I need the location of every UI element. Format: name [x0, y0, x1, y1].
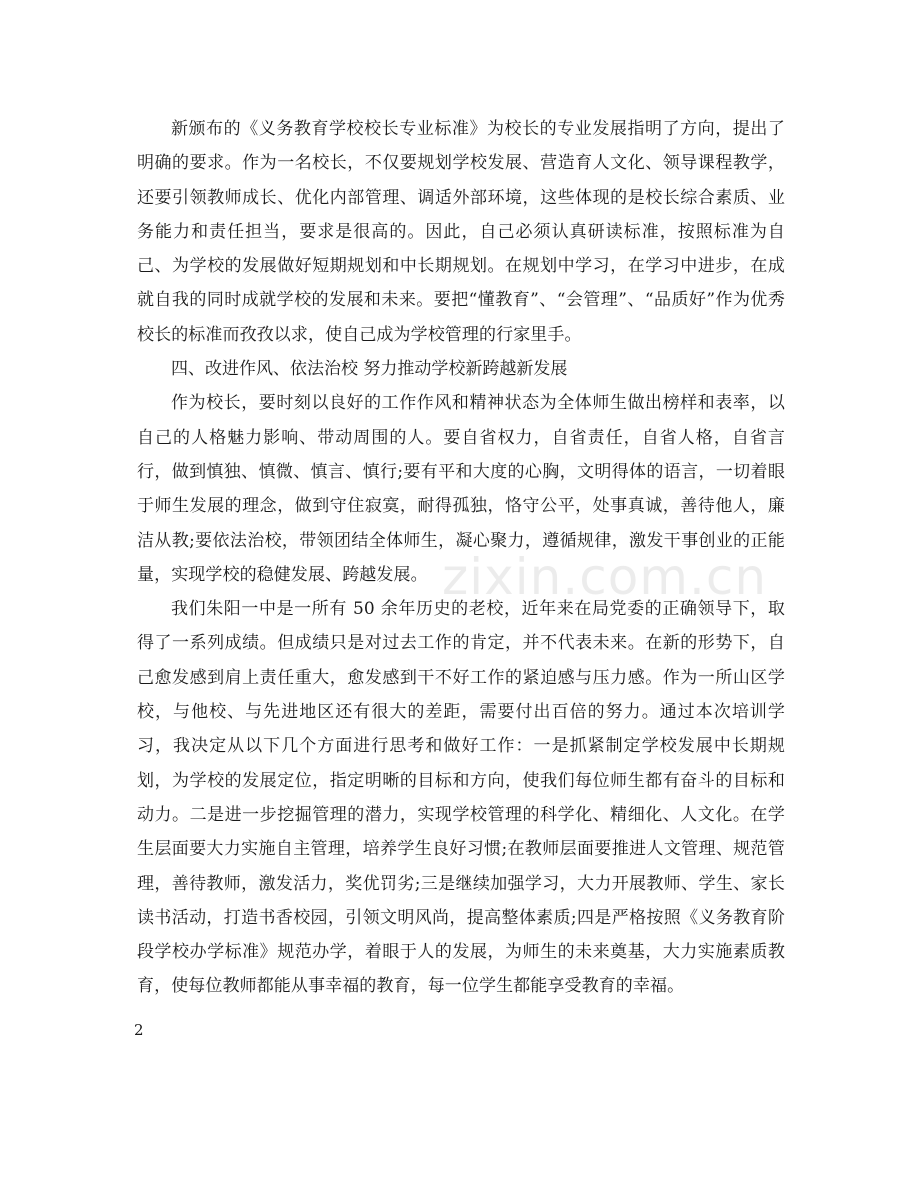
paragraph-school-plan: 我们朱阳一中是一所有 50 余年历史的老校，近年来在局党委的正确领导下，取得了一系列成绩。但成绩只是对过去工作的肯定，并不代表未来。在新的形势下，自己愈发感到肩上责任重大，愈发感到干不好工作的紧迫感与压力感。作为一所山区学校，与他校、与先进地区还有很大的差距，需要付出百倍的努力。通过本次培训学习，我决定从以下几个方面进行思考和做好工作：一是抓紧制定学校发展中长期规划，为学校的发展定位，指定明晰的目标和方向，使我们每位师生都有奋斗的目标和动力。二是进一步挖掘管理的潜力，实现学校管理的科学化、精细化、人文化。在学生层面要大力实施自主管理，培养学生良好习惯;在教师层面要推进人文管理、规范管理，善待教师，激发活力，奖优罚劣;三是继续加强学习，大力开展教师、学生、家长读书活动，打造书香校园，引领文明风尚，提高整体素质;四是严格按照《义务教育阶段学校办学标准》规范办学，着眼于人的发展，为师生的未来奠基，大力实施素质教育，使每位教师都能从事幸福的教育，每一位学生都能享受教育的幸福。 [137, 599, 785, 997]
watermark: zixin.com.cn [442, 548, 768, 606]
page-number: 2 [134, 1021, 144, 1039]
document-body [137, 112, 785, 1004]
paragraph-principal-standards: 新颁布的《义务教育学校校长专业标准》为校长的专业发展指明了方向，提出了明确的要求。作为一名校长，不仅要规划学校发展、营造育人文化、领导课程教学，还要引领教师成长、优化内部管理、调适外部环境，这些体现的是校长综合素质、业务能力和责任担当，要求是很高的。因此，自己必须认真研读标准，按照标准为自己、为学校的发展做好短期规划和中长期规划。在规划中学习，在学习中进步，在成就自我的同时成就学校的发展和未来。要把“懂教育”、“会管理”、“品质好”作为优秀校长的标准而孜孜以求，使自己成为学校管理的行家里手。 [137, 119, 785, 345]
section-heading: 四、改进作风、依法治校 努力推动学校新跨越新发展 [171, 359, 568, 380]
paragraph-work-style: 作为校长，要时刻以良好的工作作风和精神状态为全体师生做出榜样和表率，以自己的人格魅力影响、带动周围的人。要自省权力，自省责任，自省人格，自省言行，做到慎独、慎微、慎言、慎行;要有平和大度的心胸，文明得体的语言，一切着眼于师生发展的理念，做到守住寂寞，耐得孤独，恪守公平，处事真诚，善待他人，廉洁从教;要依法治校，带领团结全体师生，凝心聚力，遵循规律，激发干事创业的正能量，实现学校的稳健发展、跨越发展。 [137, 393, 785, 585]
